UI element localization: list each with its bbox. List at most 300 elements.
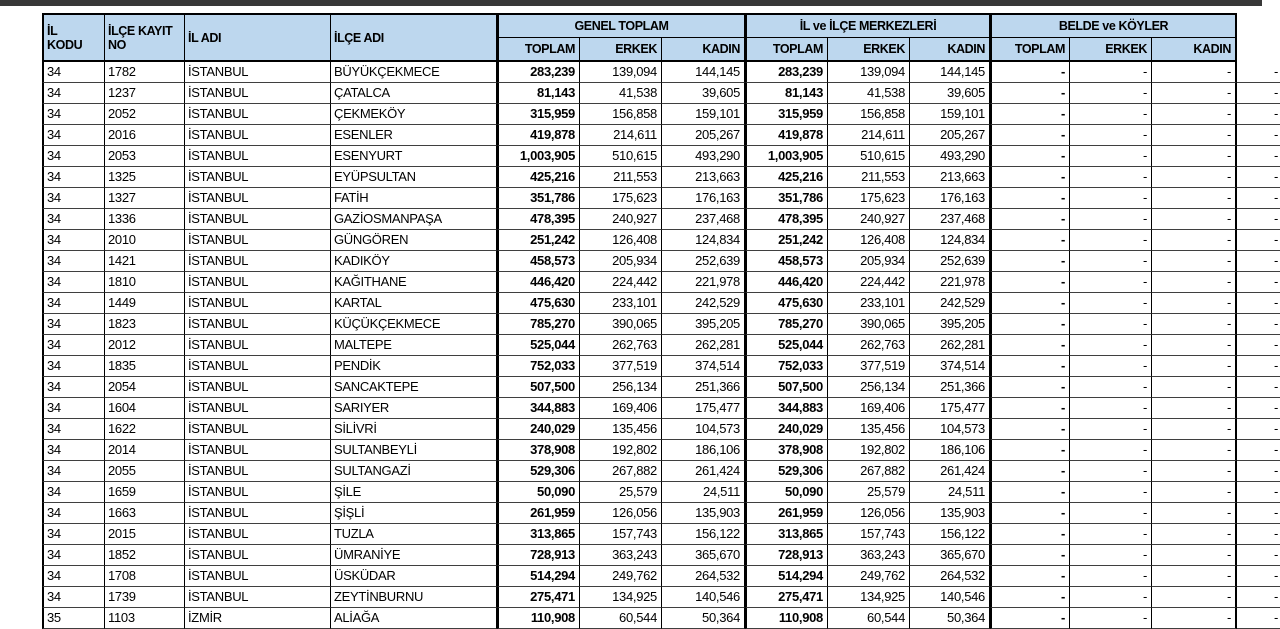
- cell-overflow-column[interactable]: -: [1237, 356, 1280, 377]
- cell-il-kodu[interactable]: 34: [42, 125, 105, 146]
- cell-genel-kadin[interactable]: 261,424: [662, 461, 745, 482]
- cell-il-adi[interactable]: İSTANBUL: [185, 566, 331, 587]
- cell-belde-kadin[interactable]: -: [1152, 272, 1237, 293]
- cell-genel-erkek[interactable]: 214,611: [580, 125, 662, 146]
- cell-belde-kadin[interactable]: -: [1152, 377, 1237, 398]
- cell-ilce-kayit-no[interactable]: 2012: [105, 335, 185, 356]
- cell-ilce-kayit-no[interactable]: 1810: [105, 272, 185, 293]
- cell-il-kodu[interactable]: 34: [42, 587, 105, 608]
- cell-belde-toplam[interactable]: -: [990, 188, 1070, 209]
- cell-genel-erkek[interactable]: 240,927: [580, 209, 662, 230]
- cell-overflow-column[interactable]: -: [1237, 566, 1280, 587]
- cell-overflow-column[interactable]: -: [1237, 167, 1280, 188]
- cell-belde-erkek[interactable]: -: [1070, 104, 1152, 125]
- cell-il-adi[interactable]: İSTANBUL: [185, 356, 331, 377]
- cell-merkez-kadin[interactable]: 186,106: [910, 440, 990, 461]
- cell-overflow-column[interactable]: -: [1237, 251, 1280, 272]
- cell-il-adi[interactable]: İSTANBUL: [185, 230, 331, 251]
- cell-merkez-toplam[interactable]: 419,878: [745, 125, 828, 146]
- cell-belde-toplam[interactable]: -: [990, 419, 1070, 440]
- cell-belde-toplam[interactable]: -: [990, 356, 1070, 377]
- cell-belde-erkek[interactable]: -: [1070, 545, 1152, 566]
- cell-merkez-erkek[interactable]: 139,094: [828, 62, 910, 83]
- cell-genel-erkek[interactable]: 262,763: [580, 335, 662, 356]
- cell-ilce-adi[interactable]: FATİH: [331, 188, 497, 209]
- header-genel-kadin[interactable]: KADIN: [662, 38, 745, 62]
- cell-merkez-erkek[interactable]: 192,802: [828, 440, 910, 461]
- cell-ilce-kayit-no[interactable]: 1782: [105, 62, 185, 83]
- cell-il-kodu[interactable]: 34: [42, 398, 105, 419]
- cell-belde-kadin[interactable]: -: [1152, 566, 1237, 587]
- cell-belde-erkek[interactable]: -: [1070, 482, 1152, 503]
- cell-merkez-toplam[interactable]: 529,306: [745, 461, 828, 482]
- cell-il-kodu[interactable]: 34: [42, 419, 105, 440]
- cell-belde-kadin[interactable]: -: [1152, 83, 1237, 104]
- cell-il-adi[interactable]: İZMİR: [185, 608, 331, 629]
- cell-belde-kadin[interactable]: -: [1152, 293, 1237, 314]
- cell-il-kodu[interactable]: 34: [42, 545, 105, 566]
- cell-merkez-toplam[interactable]: 240,029: [745, 419, 828, 440]
- cell-ilce-kayit-no[interactable]: 1103: [105, 608, 185, 629]
- cell-il-adi[interactable]: İSTANBUL: [185, 377, 331, 398]
- cell-merkez-kadin[interactable]: 262,281: [910, 335, 990, 356]
- cell-genel-toplam[interactable]: 419,878: [497, 125, 580, 146]
- cell-belde-kadin[interactable]: -: [1152, 209, 1237, 230]
- cell-genel-toplam[interactable]: 529,306: [497, 461, 580, 482]
- cell-belde-kadin[interactable]: -: [1152, 146, 1237, 167]
- cell-merkez-erkek[interactable]: 157,743: [828, 524, 910, 545]
- cell-il-kodu[interactable]: 34: [42, 566, 105, 587]
- cell-belde-kadin[interactable]: -: [1152, 398, 1237, 419]
- cell-overflow-column[interactable]: -: [1237, 419, 1280, 440]
- cell-il-kodu[interactable]: 34: [42, 62, 105, 83]
- cell-belde-kadin[interactable]: -: [1152, 251, 1237, 272]
- cell-il-kodu[interactable]: 34: [42, 188, 105, 209]
- cell-merkez-toplam[interactable]: 458,573: [745, 251, 828, 272]
- cell-ilce-adi[interactable]: ZEYTİNBURNU: [331, 587, 497, 608]
- cell-genel-erkek[interactable]: 157,743: [580, 524, 662, 545]
- header-merkez-kadin[interactable]: KADIN: [910, 38, 990, 62]
- cell-il-kodu[interactable]: 34: [42, 293, 105, 314]
- header-genel-erkek[interactable]: ERKEK: [580, 38, 662, 62]
- cell-belde-erkek[interactable]: -: [1070, 230, 1152, 251]
- cell-il-kodu[interactable]: 34: [42, 440, 105, 461]
- cell-merkez-erkek[interactable]: 205,934: [828, 251, 910, 272]
- cell-belde-toplam[interactable]: -: [990, 125, 1070, 146]
- cell-belde-erkek[interactable]: -: [1070, 209, 1152, 230]
- cell-genel-erkek[interactable]: 233,101: [580, 293, 662, 314]
- cell-il-adi[interactable]: İSTANBUL: [185, 293, 331, 314]
- cell-genel-erkek[interactable]: 156,858: [580, 104, 662, 125]
- cell-genel-kadin[interactable]: 24,511: [662, 482, 745, 503]
- cell-genel-kadin[interactable]: 237,468: [662, 209, 745, 230]
- cell-belde-kadin[interactable]: -: [1152, 524, 1237, 545]
- cell-overflow-column[interactable]: -: [1237, 335, 1280, 356]
- cell-merkez-kadin[interactable]: 50,364: [910, 608, 990, 629]
- cell-il-kodu[interactable]: 34: [42, 356, 105, 377]
- cell-ilce-kayit-no[interactable]: 1663: [105, 503, 185, 524]
- cell-il-adi[interactable]: İSTANBUL: [185, 503, 331, 524]
- cell-genel-toplam[interactable]: 283,239: [497, 62, 580, 83]
- cell-genel-toplam[interactable]: 458,573: [497, 251, 580, 272]
- cell-ilce-adi[interactable]: GAZİOSMANPAŞA: [331, 209, 497, 230]
- cell-merkez-toplam[interactable]: 315,959: [745, 104, 828, 125]
- cell-merkez-erkek[interactable]: 211,553: [828, 167, 910, 188]
- cell-genel-kadin[interactable]: 176,163: [662, 188, 745, 209]
- cell-merkez-erkek[interactable]: 60,544: [828, 608, 910, 629]
- cell-belde-toplam[interactable]: -: [990, 83, 1070, 104]
- cell-il-kodu[interactable]: 34: [42, 104, 105, 125]
- header-belde-toplam[interactable]: TOPLAM: [990, 38, 1070, 62]
- cell-overflow-column[interactable]: -: [1237, 188, 1280, 209]
- cell-genel-toplam[interactable]: 378,908: [497, 440, 580, 461]
- cell-genel-kadin[interactable]: 493,290: [662, 146, 745, 167]
- cell-belde-toplam[interactable]: -: [990, 377, 1070, 398]
- cell-merkez-toplam[interactable]: 110,908: [745, 608, 828, 629]
- cell-il-kodu[interactable]: 34: [42, 461, 105, 482]
- cell-belde-erkek[interactable]: -: [1070, 188, 1152, 209]
- cell-merkez-kadin[interactable]: 140,546: [910, 587, 990, 608]
- cell-genel-kadin[interactable]: 374,514: [662, 356, 745, 377]
- cell-il-adi[interactable]: İSTANBUL: [185, 104, 331, 125]
- cell-belde-kadin[interactable]: -: [1152, 335, 1237, 356]
- cell-ilce-adi[interactable]: MALTEPE: [331, 335, 497, 356]
- cell-overflow-column[interactable]: -: [1237, 587, 1280, 608]
- cell-merkez-toplam[interactable]: 475,630: [745, 293, 828, 314]
- cell-ilce-adi[interactable]: SARIYER: [331, 398, 497, 419]
- cell-overflow-column[interactable]: -: [1237, 272, 1280, 293]
- cell-merkez-toplam[interactable]: 446,420: [745, 272, 828, 293]
- cell-genel-toplam[interactable]: 315,959: [497, 104, 580, 125]
- cell-ilce-kayit-no[interactable]: 1327: [105, 188, 185, 209]
- cell-genel-kadin[interactable]: 395,205: [662, 314, 745, 335]
- cell-il-adi[interactable]: İSTANBUL: [185, 125, 331, 146]
- cell-genel-erkek[interactable]: 175,623: [580, 188, 662, 209]
- cell-belde-kadin[interactable]: -: [1152, 62, 1237, 83]
- cell-genel-toplam[interactable]: 110,908: [497, 608, 580, 629]
- cell-belde-erkek[interactable]: -: [1070, 293, 1152, 314]
- cell-merkez-kadin[interactable]: 264,532: [910, 566, 990, 587]
- cell-merkez-kadin[interactable]: 237,468: [910, 209, 990, 230]
- cell-merkez-toplam[interactable]: 752,033: [745, 356, 828, 377]
- cell-ilce-adi[interactable]: PENDİK: [331, 356, 497, 377]
- cell-genel-toplam[interactable]: 1,003,905: [497, 146, 580, 167]
- cell-merkez-toplam[interactable]: 514,294: [745, 566, 828, 587]
- cell-il-adi[interactable]: İSTANBUL: [185, 62, 331, 83]
- cell-ilce-kayit-no[interactable]: 2016: [105, 125, 185, 146]
- cell-genel-toplam[interactable]: 728,913: [497, 545, 580, 566]
- cell-il-adi[interactable]: İSTANBUL: [185, 167, 331, 188]
- cell-merkez-toplam[interactable]: 81,143: [745, 83, 828, 104]
- cell-merkez-kadin[interactable]: 395,205: [910, 314, 990, 335]
- cell-il-kodu[interactable]: 34: [42, 314, 105, 335]
- cell-il-kodu[interactable]: 34: [42, 230, 105, 251]
- cell-ilce-kayit-no[interactable]: 1708: [105, 566, 185, 587]
- header-merkez-toplam[interactable]: TOPLAM: [745, 38, 828, 62]
- cell-merkez-erkek[interactable]: 175,623: [828, 188, 910, 209]
- cell-merkez-kadin[interactable]: 124,834: [910, 230, 990, 251]
- cell-overflow-column[interactable]: -: [1237, 398, 1280, 419]
- cell-merkez-erkek[interactable]: 262,763: [828, 335, 910, 356]
- cell-ilce-adi[interactable]: SULTANGAZİ: [331, 461, 497, 482]
- cell-merkez-erkek[interactable]: 169,406: [828, 398, 910, 419]
- cell-belde-kadin[interactable]: -: [1152, 545, 1237, 566]
- cell-belde-kadin[interactable]: -: [1152, 608, 1237, 629]
- cell-il-adi[interactable]: İSTANBUL: [185, 440, 331, 461]
- cell-genel-toplam[interactable]: 785,270: [497, 314, 580, 335]
- cell-il-adi[interactable]: İSTANBUL: [185, 272, 331, 293]
- cell-ilce-kayit-no[interactable]: 1421: [105, 251, 185, 272]
- cell-merkez-erkek[interactable]: 256,134: [828, 377, 910, 398]
- cell-belde-toplam[interactable]: -: [990, 545, 1070, 566]
- cell-overflow-column[interactable]: -: [1237, 503, 1280, 524]
- cell-genel-erkek[interactable]: 249,762: [580, 566, 662, 587]
- cell-belde-erkek[interactable]: -: [1070, 83, 1152, 104]
- header-genel-toplam[interactable]: TOPLAM: [497, 38, 580, 62]
- cell-genel-kadin[interactable]: 144,145: [662, 62, 745, 83]
- cell-merkez-erkek[interactable]: 267,882: [828, 461, 910, 482]
- cell-genel-toplam[interactable]: 425,216: [497, 167, 580, 188]
- cell-overflow-column[interactable]: -: [1237, 461, 1280, 482]
- cell-merkez-erkek[interactable]: 25,579: [828, 482, 910, 503]
- cell-il-adi[interactable]: İSTANBUL: [185, 146, 331, 167]
- cell-ilce-adi[interactable]: SANCAKTEPE: [331, 377, 497, 398]
- cell-merkez-erkek[interactable]: 156,858: [828, 104, 910, 125]
- cell-ilce-adi[interactable]: ÜSKÜDAR: [331, 566, 497, 587]
- cell-genel-erkek[interactable]: 169,406: [580, 398, 662, 419]
- cell-genel-toplam[interactable]: 525,044: [497, 335, 580, 356]
- cell-ilce-kayit-no[interactable]: 1449: [105, 293, 185, 314]
- cell-merkez-toplam[interactable]: 425,216: [745, 167, 828, 188]
- cell-genel-kadin[interactable]: 175,477: [662, 398, 745, 419]
- cell-il-kodu[interactable]: 34: [42, 272, 105, 293]
- cell-overflow-column[interactable]: -: [1237, 440, 1280, 461]
- cell-overflow-column[interactable]: -: [1237, 83, 1280, 104]
- cell-genel-toplam[interactable]: 344,883: [497, 398, 580, 419]
- cell-genel-erkek[interactable]: 135,456: [580, 419, 662, 440]
- cell-belde-erkek[interactable]: -: [1070, 524, 1152, 545]
- cell-belde-toplam[interactable]: -: [990, 587, 1070, 608]
- cell-genel-kadin[interactable]: 205,267: [662, 125, 745, 146]
- cell-il-adi[interactable]: İSTANBUL: [185, 524, 331, 545]
- cell-merkez-toplam[interactable]: 50,090: [745, 482, 828, 503]
- cell-belde-erkek[interactable]: -: [1070, 503, 1152, 524]
- cell-belde-toplam[interactable]: -: [990, 482, 1070, 503]
- cell-genel-kadin[interactable]: 252,639: [662, 251, 745, 272]
- cell-belde-toplam[interactable]: -: [990, 461, 1070, 482]
- cell-ilce-adi[interactable]: KAĞITHANE: [331, 272, 497, 293]
- cell-belde-toplam[interactable]: -: [990, 146, 1070, 167]
- cell-merkez-erkek[interactable]: 377,519: [828, 356, 910, 377]
- cell-il-adi[interactable]: İSTANBUL: [185, 419, 331, 440]
- cell-genel-erkek[interactable]: 390,065: [580, 314, 662, 335]
- cell-genel-toplam[interactable]: 478,395: [497, 209, 580, 230]
- cell-belde-kadin[interactable]: -: [1152, 587, 1237, 608]
- header-il-adi[interactable]: İL ADI: [185, 13, 331, 62]
- cell-belde-erkek[interactable]: -: [1070, 335, 1152, 356]
- cell-il-adi[interactable]: İSTANBUL: [185, 251, 331, 272]
- cell-genel-erkek[interactable]: 256,134: [580, 377, 662, 398]
- cell-ilce-kayit-no[interactable]: 1659: [105, 482, 185, 503]
- cell-belde-kadin[interactable]: -: [1152, 461, 1237, 482]
- cell-merkez-kadin[interactable]: 156,122: [910, 524, 990, 545]
- cell-genel-toplam[interactable]: 261,959: [497, 503, 580, 524]
- cell-il-adi[interactable]: İSTANBUL: [185, 188, 331, 209]
- cell-genel-kadin[interactable]: 251,366: [662, 377, 745, 398]
- cell-il-kodu[interactable]: 34: [42, 524, 105, 545]
- cell-ilce-adi[interactable]: EYÜPSULTAN: [331, 167, 497, 188]
- cell-merkez-kadin[interactable]: 251,366: [910, 377, 990, 398]
- cell-overflow-column[interactable]: -: [1237, 62, 1280, 83]
- header-ilce-kayit-no[interactable]: İLÇE KAYIT NO: [105, 13, 185, 62]
- cell-genel-erkek[interactable]: 25,579: [580, 482, 662, 503]
- cell-ilce-kayit-no[interactable]: 1622: [105, 419, 185, 440]
- cell-ilce-kayit-no[interactable]: 2054: [105, 377, 185, 398]
- cell-merkez-erkek[interactable]: 126,408: [828, 230, 910, 251]
- cell-ilce-kayit-no[interactable]: 1604: [105, 398, 185, 419]
- cell-ilce-adi[interactable]: SULTANBEYLİ: [331, 440, 497, 461]
- cell-ilce-adi[interactable]: ESENLER: [331, 125, 497, 146]
- cell-merkez-erkek[interactable]: 214,611: [828, 125, 910, 146]
- cell-belde-kadin[interactable]: -: [1152, 356, 1237, 377]
- cell-merkez-toplam[interactable]: 1,003,905: [745, 146, 828, 167]
- cell-merkez-erkek[interactable]: 510,615: [828, 146, 910, 167]
- cell-ilce-kayit-no[interactable]: 2053: [105, 146, 185, 167]
- cell-merkez-toplam[interactable]: 785,270: [745, 314, 828, 335]
- cell-il-adi[interactable]: İSTANBUL: [185, 545, 331, 566]
- cell-merkez-kadin[interactable]: 261,424: [910, 461, 990, 482]
- cell-il-kodu[interactable]: 34: [42, 503, 105, 524]
- cell-belde-kadin[interactable]: -: [1152, 314, 1237, 335]
- cell-overflow-column[interactable]: -: [1237, 482, 1280, 503]
- cell-belde-toplam[interactable]: -: [990, 503, 1070, 524]
- cell-il-kodu[interactable]: 34: [42, 83, 105, 104]
- cell-belde-kadin[interactable]: -: [1152, 230, 1237, 251]
- cell-il-kodu[interactable]: 34: [42, 167, 105, 188]
- cell-il-kodu[interactable]: 34: [42, 146, 105, 167]
- cell-merkez-kadin[interactable]: 104,573: [910, 419, 990, 440]
- cell-ilce-adi[interactable]: ÜMRANİYE: [331, 545, 497, 566]
- cell-belde-toplam[interactable]: -: [990, 314, 1070, 335]
- cell-genel-toplam[interactable]: 50,090: [497, 482, 580, 503]
- cell-overflow-column[interactable]: -: [1237, 314, 1280, 335]
- cell-belde-erkek[interactable]: -: [1070, 461, 1152, 482]
- cell-ilce-kayit-no[interactable]: 1739: [105, 587, 185, 608]
- cell-genel-toplam[interactable]: 514,294: [497, 566, 580, 587]
- cell-overflow-column[interactable]: -: [1237, 104, 1280, 125]
- cell-belde-kadin[interactable]: -: [1152, 104, 1237, 125]
- cell-belde-toplam[interactable]: -: [990, 440, 1070, 461]
- cell-il-adi[interactable]: İSTANBUL: [185, 335, 331, 356]
- cell-ilce-adi[interactable]: ŞİŞLİ: [331, 503, 497, 524]
- cell-il-kodu[interactable]: 34: [42, 482, 105, 503]
- cell-merkez-erkek[interactable]: 126,056: [828, 503, 910, 524]
- cell-merkez-kadin[interactable]: 252,639: [910, 251, 990, 272]
- cell-ilce-adi[interactable]: KÜÇÜKÇEKMECE: [331, 314, 497, 335]
- cell-genel-erkek[interactable]: 126,408: [580, 230, 662, 251]
- cell-belde-kadin[interactable]: -: [1152, 188, 1237, 209]
- cell-belde-erkek[interactable]: -: [1070, 251, 1152, 272]
- cell-belde-erkek[interactable]: -: [1070, 587, 1152, 608]
- cell-merkez-toplam[interactable]: 275,471: [745, 587, 828, 608]
- cell-merkez-toplam[interactable]: 507,500: [745, 377, 828, 398]
- cell-belde-erkek[interactable]: -: [1070, 146, 1152, 167]
- cell-ilce-adi[interactable]: ŞİLE: [331, 482, 497, 503]
- cell-genel-kadin[interactable]: 264,532: [662, 566, 745, 587]
- cell-merkez-kadin[interactable]: 493,290: [910, 146, 990, 167]
- cell-merkez-toplam[interactable]: 351,786: [745, 188, 828, 209]
- cell-genel-toplam[interactable]: 446,420: [497, 272, 580, 293]
- cell-belde-toplam[interactable]: -: [990, 62, 1070, 83]
- cell-genel-kadin[interactable]: 140,546: [662, 587, 745, 608]
- cell-merkez-kadin[interactable]: 39,605: [910, 83, 990, 104]
- cell-genel-erkek[interactable]: 139,094: [580, 62, 662, 83]
- cell-ilce-kayit-no[interactable]: 2015: [105, 524, 185, 545]
- header-il-kodu[interactable]: İL KODU: [42, 13, 105, 62]
- cell-merkez-kadin[interactable]: 176,163: [910, 188, 990, 209]
- cell-ilce-kayit-no[interactable]: 1835: [105, 356, 185, 377]
- cell-belde-toplam[interactable]: -: [990, 104, 1070, 125]
- cell-ilce-adi[interactable]: KARTAL: [331, 293, 497, 314]
- cell-genel-toplam[interactable]: 240,029: [497, 419, 580, 440]
- cell-belde-kadin[interactable]: -: [1152, 419, 1237, 440]
- cell-genel-erkek[interactable]: 41,538: [580, 83, 662, 104]
- cell-genel-kadin[interactable]: 186,106: [662, 440, 745, 461]
- cell-genel-kadin[interactable]: 262,281: [662, 335, 745, 356]
- cell-merkez-erkek[interactable]: 233,101: [828, 293, 910, 314]
- cell-genel-erkek[interactable]: 126,056: [580, 503, 662, 524]
- cell-overflow-column[interactable]: -: [1237, 209, 1280, 230]
- cell-merkez-erkek[interactable]: 390,065: [828, 314, 910, 335]
- cell-ilce-kayit-no[interactable]: 2014: [105, 440, 185, 461]
- cell-il-adi[interactable]: İSTANBUL: [185, 482, 331, 503]
- cell-ilce-kayit-no[interactable]: 2052: [105, 104, 185, 125]
- cell-ilce-adi[interactable]: SİLİVRİ: [331, 419, 497, 440]
- cell-genel-toplam[interactable]: 351,786: [497, 188, 580, 209]
- cell-genel-erkek[interactable]: 192,802: [580, 440, 662, 461]
- cell-belde-erkek[interactable]: -: [1070, 608, 1152, 629]
- cell-ilce-kayit-no[interactable]: 1823: [105, 314, 185, 335]
- cell-genel-kadin[interactable]: 50,364: [662, 608, 745, 629]
- cell-overflow-column[interactable]: -: [1237, 524, 1280, 545]
- cell-belde-erkek[interactable]: -: [1070, 314, 1152, 335]
- cell-genel-erkek[interactable]: 267,882: [580, 461, 662, 482]
- cell-belde-erkek[interactable]: -: [1070, 419, 1152, 440]
- cell-ilce-kayit-no[interactable]: 2010: [105, 230, 185, 251]
- cell-merkez-kadin[interactable]: 144,145: [910, 62, 990, 83]
- cell-il-adi[interactable]: İSTANBUL: [185, 83, 331, 104]
- cell-merkez-kadin[interactable]: 221,978: [910, 272, 990, 293]
- cell-merkez-toplam[interactable]: 261,959: [745, 503, 828, 524]
- cell-merkez-kadin[interactable]: 365,670: [910, 545, 990, 566]
- cell-genel-toplam[interactable]: 752,033: [497, 356, 580, 377]
- cell-il-kodu[interactable]: 34: [42, 377, 105, 398]
- cell-genel-erkek[interactable]: 134,925: [580, 587, 662, 608]
- header-belde-kadin[interactable]: KADIN: [1152, 38, 1237, 62]
- cell-belde-toplam[interactable]: -: [990, 608, 1070, 629]
- cell-merkez-kadin[interactable]: 374,514: [910, 356, 990, 377]
- cell-merkez-kadin[interactable]: 205,267: [910, 125, 990, 146]
- cell-belde-erkek[interactable]: -: [1070, 377, 1152, 398]
- cell-genel-erkek[interactable]: 211,553: [580, 167, 662, 188]
- cell-belde-kadin[interactable]: -: [1152, 125, 1237, 146]
- cell-genel-erkek[interactable]: 205,934: [580, 251, 662, 272]
- cell-merkez-toplam[interactable]: 344,883: [745, 398, 828, 419]
- cell-belde-erkek[interactable]: -: [1070, 125, 1152, 146]
- cell-genel-erkek[interactable]: 510,615: [580, 146, 662, 167]
- cell-belde-toplam[interactable]: -: [990, 335, 1070, 356]
- cell-merkez-erkek[interactable]: 134,925: [828, 587, 910, 608]
